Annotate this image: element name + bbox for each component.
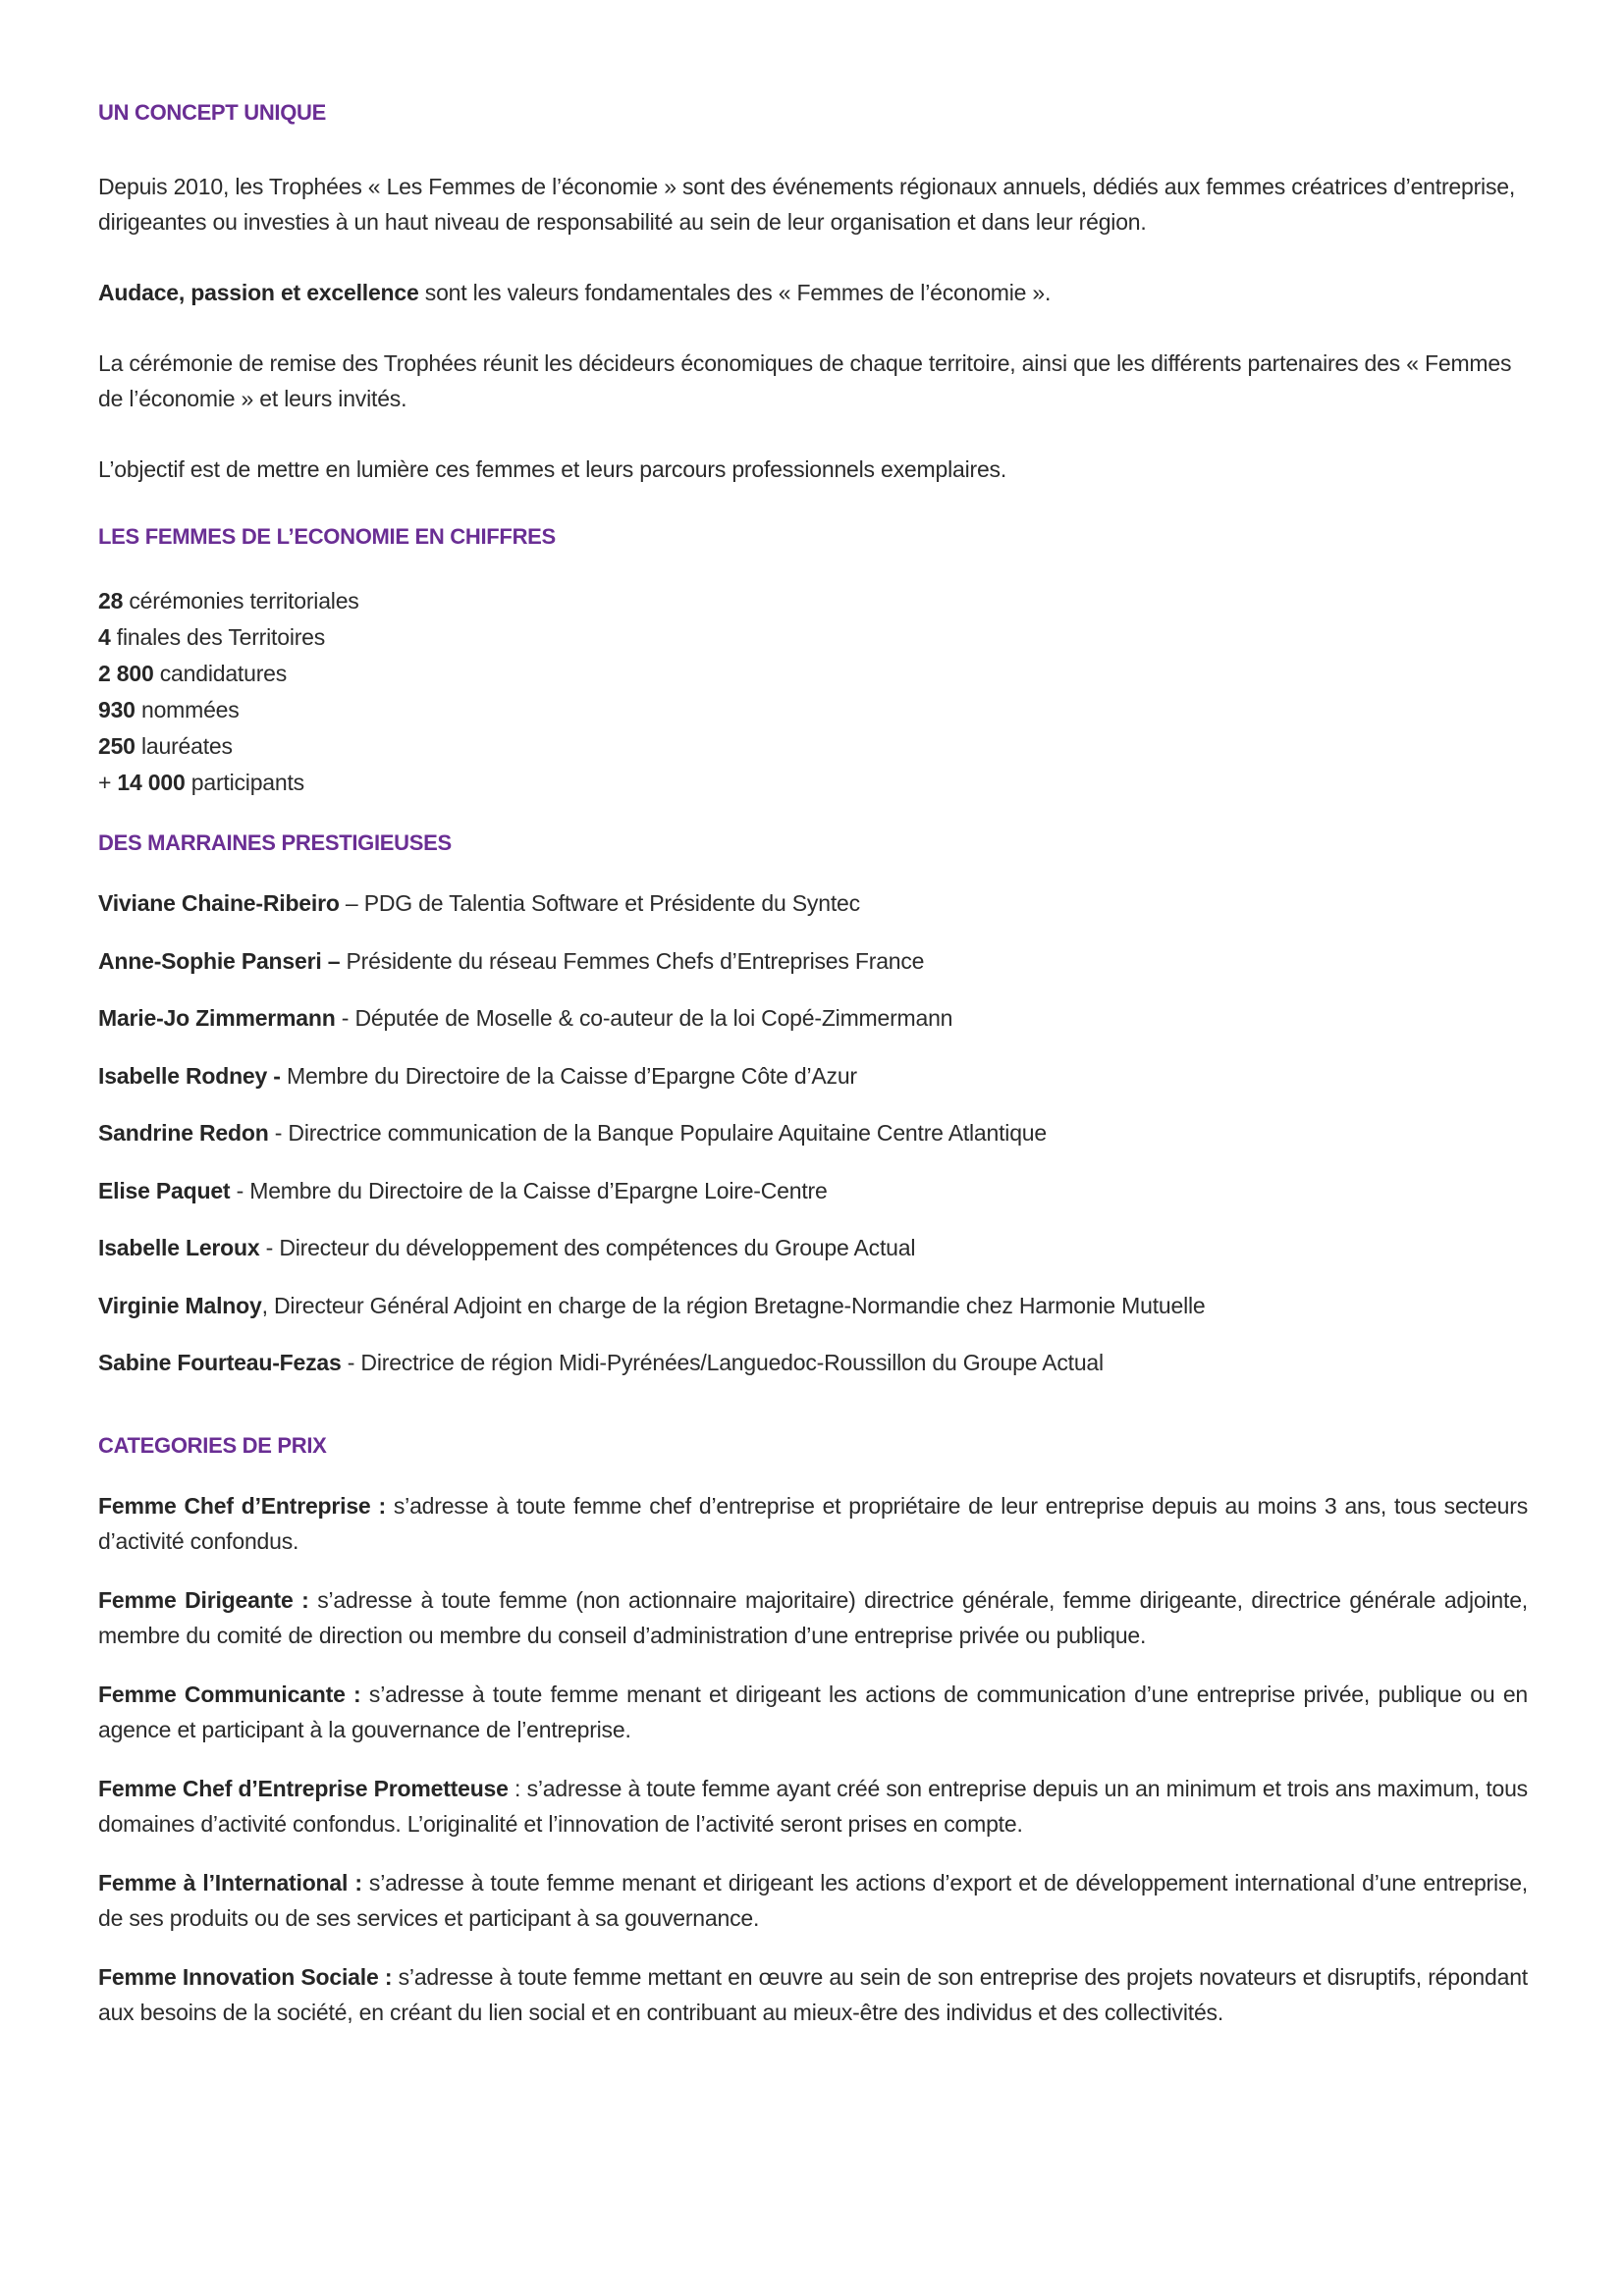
sponsors-list	[98, 885, 1528, 1380]
sponsor-role: Présidente du réseau Femmes Chefs d’Entreprises France	[346, 947, 925, 974]
sponsor-name: Sandrine Redon	[98, 1120, 269, 1146]
category-item	[98, 1582, 1528, 1653]
figure-item	[98, 765, 1528, 801]
sponsor-role: Directeur Général Adjoint en charge de la région Bretagne-Normandie chez Harmonie Mutuelle	[273, 1292, 1206, 1318]
sponsor-item	[98, 1230, 1528, 1265]
sponsor-separator: ,	[261, 1292, 274, 1318]
category-title: Femme Innovation Sociale :	[98, 1964, 393, 1990]
sponsor-item	[98, 1288, 1528, 1323]
sponsor-name: Virginie Malnoy	[98, 1292, 262, 1318]
figure-value: 4	[98, 624, 111, 650]
figure-item	[98, 583, 1528, 619]
concept-paragraph-values	[98, 275, 1528, 310]
figure-item	[98, 692, 1528, 728]
sponsor-name: Elise Paquet	[98, 1177, 231, 1203]
sponsor-role: Députée de Moselle & co-auteur de la loi Copé-Zimmermann	[354, 1005, 953, 1031]
sponsor-role: Membre du Directoire de la Caisse d’Epargne Loire-Centre	[249, 1177, 828, 1203]
category-item	[98, 1959, 1528, 2030]
sponsor-name: Marie-Jo Zimmermann	[98, 1005, 336, 1031]
figure-label: nommées	[135, 697, 240, 722]
section-heading-concept: UN CONCEPT UNIQUE	[98, 100, 327, 125]
sponsor-role: Membre du Directoire de la Caisse d’Epargne Côte d’Azur	[286, 1062, 857, 1089]
sponsor-role: PDG de Talentia Software et Présidente du Syntec	[363, 890, 860, 916]
category-title: Femme Chef d’Entreprise :	[98, 1493, 386, 1519]
sponsor-item	[98, 1115, 1528, 1150]
values-text: sont les valeurs fondamentales des « Femmes de l’économie ».	[418, 280, 1052, 305]
sponsor-name: Sabine Fourteau-Fezas	[98, 1350, 342, 1375]
sponsor-item	[98, 1173, 1528, 1208]
sponsor-role: Directrice de région Midi-Pyrénées/Languedoc-Roussillon du Groupe Actual	[360, 1350, 1104, 1375]
figure-label: cérémonies territoriales	[123, 588, 359, 614]
sponsor-name: Viviane Chaine-Ribeiro	[98, 890, 340, 916]
category-item	[98, 1488, 1528, 1559]
sponsor-name: Isabelle Rodney -	[98, 1062, 281, 1089]
category-title: Femme Communicante :	[98, 1682, 361, 1707]
figure-value: 2 800	[98, 661, 154, 686]
figure-value: 930	[98, 697, 135, 722]
concept-paragraph-ceremony: La cérémonie de remise des Trophées réunit les décideurs économiques de chaque territoire, ainsi que les différents partenaires des « Femmes de l’économie » et leurs invités.	[98, 350, 1512, 411]
sponsor-separator: -	[259, 1235, 280, 1260]
category-item	[98, 1865, 1528, 1936]
category-description: s’adresse à toute femme mettant en œuvre au sein de son entreprise des projets novateurs et disruptifs, répondant aux besoins de la société, en créant du lien social et en contribuant au mieux-être des individus et des collectivités.	[98, 1964, 1528, 2025]
category-description: : s’adresse à toute femme ayant créé son entreprise depuis un an minimum et trois ans maximum, tous domaines d’activité confondus. L’originalité et l’innovation de l’activité seront prises en compte.	[98, 1776, 1528, 1837]
category-description: s’adresse à toute femme chef d’entreprise et propriétaire de leur entreprise depuis au moins 3 ans, tous secteurs d’activité confondus.	[98, 1493, 1528, 1554]
sponsor-item	[98, 1345, 1528, 1380]
figure-item	[98, 619, 1528, 656]
sponsor-separator: -	[230, 1177, 250, 1203]
sponsor-separator: -	[335, 1005, 355, 1031]
values-emphasis: Audace, passion et excellence	[98, 280, 419, 305]
figure-label: participants	[185, 770, 304, 795]
section-heading-categories: CATEGORIES DE PRIX	[98, 1433, 327, 1458]
section-heading-sponsors: DES MARRAINES PRESTIGIEUSES	[98, 830, 452, 855]
figure-value: 250	[98, 733, 135, 759]
figure-label: lauréates	[135, 733, 233, 759]
figure-value: 28	[98, 588, 124, 614]
sponsor-item	[98, 943, 1528, 979]
figure-prefix: +	[98, 770, 118, 795]
sponsor-item	[98, 1058, 1528, 1094]
sponsor-name: Anne-Sophie Panseri –	[98, 947, 341, 974]
sponsor-name: Isabelle Leroux	[98, 1235, 260, 1260]
figure-item	[98, 656, 1528, 692]
category-title: Femme Dirigeante :	[98, 1587, 309, 1613]
sponsor-item	[98, 885, 1528, 921]
figure-label: finales des Territoires	[110, 624, 326, 650]
section-heading-figures: LES FEMMES DE L’ECONOMIE EN CHIFFRES	[98, 524, 556, 549]
category-title: Femme Chef d’Entreprise Prometteuse	[98, 1776, 509, 1801]
categories-list	[98, 1488, 1528, 2030]
sponsor-separator: -	[341, 1350, 361, 1375]
sponsor-item	[98, 1000, 1528, 1036]
sponsor-separator: –	[339, 890, 364, 916]
category-description: s’adresse à toute femme menant et dirigeant les actions de communication d’une entreprise privée, publique ou en agence et participant à la gouvernance de l’entreprise.	[98, 1682, 1528, 1742]
sponsor-role: Directrice communication de la Banque Populaire Aquitaine Centre Atlantique	[288, 1120, 1047, 1146]
figure-value: 14 000	[117, 770, 186, 795]
category-description: s’adresse à toute femme menant et dirigeant les actions d’export et de développement international d’une entreprise, de ses produits ou de ses services et participant à sa gouvernance.	[98, 1870, 1528, 1931]
figure-item	[98, 728, 1528, 765]
category-description: s’adresse à toute femme (non actionnaire majoritaire) directrice générale, femme dirigeante, directrice générale adjointe, membre du comité de direction ou membre du conseil d’administration d’une entreprise privée ou publique.	[98, 1587, 1528, 1648]
sponsor-separator: -	[268, 1120, 289, 1146]
figures-list	[98, 583, 1528, 801]
sponsor-role: Directeur du développement des compétences du Groupe Actual	[279, 1235, 916, 1260]
category-item	[98, 1771, 1528, 1842]
category-item	[98, 1677, 1528, 1747]
concept-paragraph-intro: Depuis 2010, les Trophées « Les Femmes de l’économie » sont des événements régionaux annuels, dédiés aux femmes créatrices d’entreprise, dirigeantes ou investies à un haut niveau de responsabilité au sein de leur organisation et dans leur région.	[98, 174, 1516, 235]
figure-label: candidatures	[153, 661, 288, 686]
document-page	[98, 98, 1528, 2054]
category-title: Femme à l’International :	[98, 1870, 362, 1896]
concept-paragraph-objective: L’objectif est de mettre en lumière ces femmes et leurs parcours professionnels exemplaires.	[98, 456, 1007, 482]
